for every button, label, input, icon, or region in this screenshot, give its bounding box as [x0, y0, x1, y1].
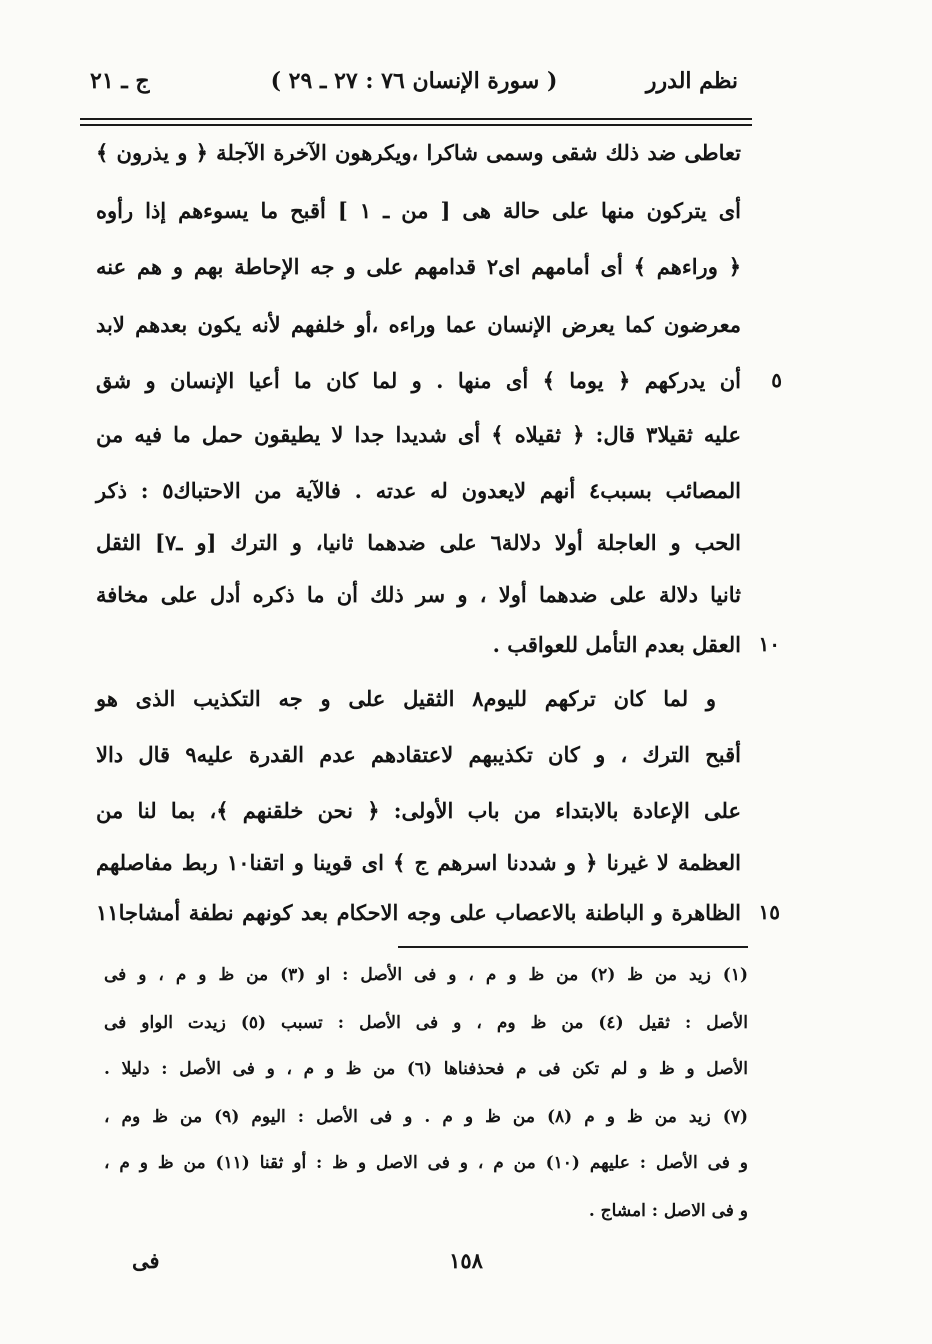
footnote-line: و فى الأصل : عليهم (١٠) من م ، و فى الاصل و ظ : أو ثقنا (١١) من ظ و م ، [104, 1153, 748, 1173]
text-line: أى يتركون منها على حالة هى [ من ـ ١ ] أقبح ما يسوءهم إذا رأوه [96, 198, 741, 223]
footnote-line: (٧) زيد من ظ و م (٨) من ظ و م . و فى الأصل : اليوم (٩) من ظ وم ، [104, 1107, 749, 1127]
line-number: ٥ [771, 368, 782, 392]
header-rule-bottom [80, 124, 752, 126]
text-line: تعاطى ضد ذلك شقى وسمى شاكرا ،ويكرهون الآخرة الآجلة ﴿ و يذرون ﴾ [96, 140, 741, 165]
text-line: ثانيا دلالة على ضدهما أولا ، و سر ذلك أن ما ذكره أدل على مخافة [96, 582, 741, 607]
text-line: على الإعادة بالابتداء من باب الأولى: ﴿ نحن خلقنهم ﴾، بما لنا من [96, 798, 741, 823]
line-number: ١٠ [758, 632, 780, 656]
text-line: ﴿ وراءهم ﴾ أى أمامهم اى٢ قدامهم على و جه الإحاطة بهم و هم عنه [96, 254, 741, 279]
footnote-line: و فى الاصل : امشاج . [588, 1201, 748, 1221]
text-line: العظمة لا غيرنا ﴿ و شددنا اسرهم ج ﴾ اى قوينا و اتقنا١٠ ربط مفاصلهم [96, 850, 741, 875]
line-number: ١٥ [758, 900, 780, 924]
text-line: الظاهرة و الباطنة بالاعصاب على وجه الاحكام بعد كونهم نطفة أمشاجا١١ [96, 900, 741, 925]
book-title: نظم الدرر [645, 68, 738, 94]
text-line: الحب و العاجلة أولا دلالة٦ على ضدهما ثانيا، و الترك [و ـ٧] الثقل [96, 530, 742, 555]
footnote-rule [398, 946, 748, 948]
header-rule-top [80, 118, 752, 120]
page-number: ١٥٨ [449, 1248, 483, 1273]
text-line: العقل بعدم التأمل للعواقب . [492, 632, 741, 657]
running-header [90, 62, 738, 106]
surah-reference: ( سورة الإنسان ٧٦ : ٢٧ ـ ٢٩ ) [270, 68, 558, 94]
text-line: أقبح الترك ، و كان تكذيبهم لاعتقادهم عدم القدرة عليه٩ قال دالا [96, 742, 741, 767]
text-line: و لما كان تركهم لليوم٨ الثقيل على و جه التكذيب الذى هو [96, 686, 717, 711]
text-line: المصائب بسبب٤ أنهم لايعدون له عدته . فالآية من الاحتباك٥ : ذكر [96, 478, 741, 503]
text-line: أن يدركهم ﴿ يوما ﴾ أى منها . و لما كان ما أعيا الإنسان و شق [96, 368, 741, 393]
volume-label: ج ـ ٢١ [90, 68, 150, 94]
text-line: عليه ثقيلا٣ قال: ﴿ ثقيلاه ﴾ أى شديدا جدا لا يطيقون حمل ما فيه من [96, 422, 741, 447]
page-footer [0, 1242, 932, 1282]
footnote-line: الأصل و ظ و لم تكن فى م فحذفناها (٦) من ظ و م ، و فى الأصل : دليلا . [104, 1059, 748, 1079]
footnote-line: (١) زيد من ظ (٢) من ظ و م ، و فى الأصل : او (٣) من ظ و م ، و فى [104, 965, 748, 985]
text-line: معرضون كما يعرض الإنسان عما وراءه ،أو خلفهم لأنه يكون بعدهم لابد [96, 312, 741, 337]
catchword: فى [132, 1248, 160, 1273]
footnote-line: الأصل : ثقيل (٤) من ظ وم ، و فى الأصل : تسبب (٥) زيدت الواو فى [104, 1013, 748, 1033]
